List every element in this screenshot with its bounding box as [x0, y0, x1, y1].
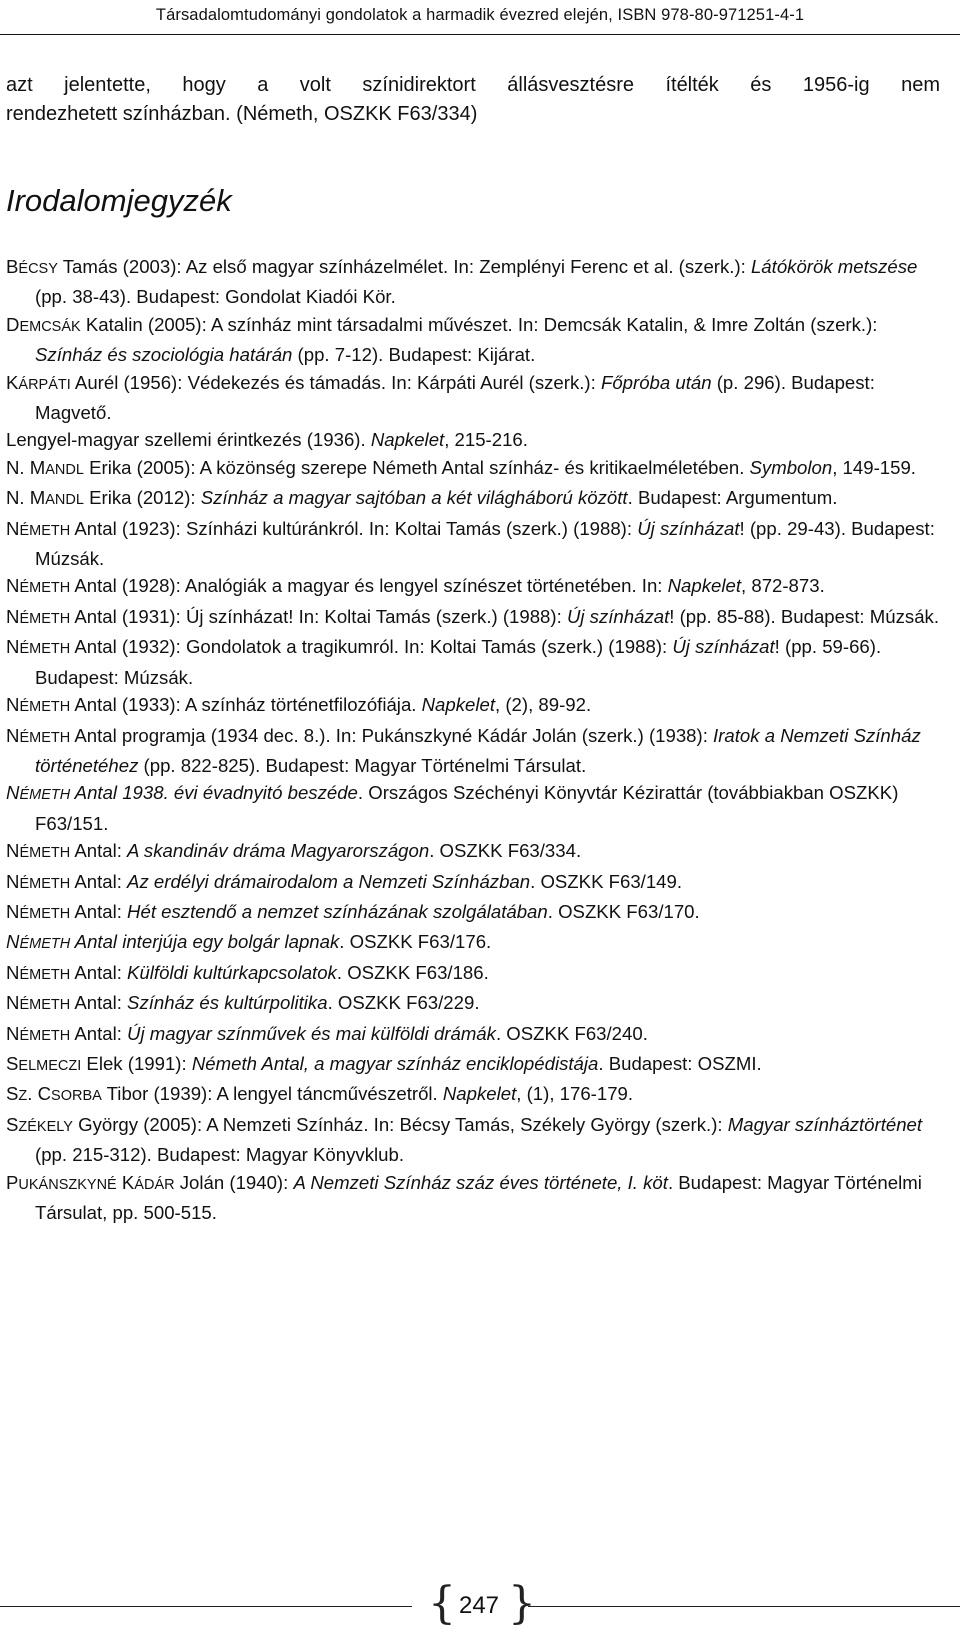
entry-text: B [6, 256, 19, 277]
entry-text: Antal: [70, 900, 128, 922]
entry-text: ! (pp. 59-66). Budapest: Múzsák. [35, 636, 882, 688]
bibliography-entry [6, 989, 940, 1019]
entry-text: N [6, 840, 20, 862]
entry-title: Napkelet [370, 429, 445, 451]
intro-line: rendezhetett színházban. (Németh, OSZKK F63/334) [6, 103, 478, 125]
entry-text: (pp. 7-12). Budapest: Kijárat. [292, 344, 536, 366]
entry-title: Napkelet [421, 694, 496, 716]
bibliography-entry [6, 898, 940, 928]
entry-title: Színház a magyar sajtóban a két világháború között [200, 487, 628, 509]
author-surname: ÉMETH [19, 845, 71, 862]
author-surname: ZÉKELY [18, 1118, 73, 1135]
entry-text: ! (pp. 29-43). Budapest: Múzsák. [35, 517, 935, 570]
entry-title: Színház és kultúrpolitika [127, 992, 328, 1014]
footer-rule-right [528, 1606, 960, 1607]
entry-text: N [6, 782, 20, 804]
entry-text: N [6, 636, 20, 658]
entry-title: Symbolon [749, 456, 833, 478]
entry-text: Erika (2012): [83, 487, 201, 509]
entry-text: C [37, 1083, 52, 1105]
entry-text: . OSZKK F63/170. [547, 900, 700, 922]
bibliography-entry [6, 959, 940, 989]
entry-text: . OSZKK F63/334. [429, 840, 582, 862]
entry-text: , (1), 176-179. [516, 1083, 634, 1105]
entry-title: Napkelet [667, 575, 742, 597]
entry-text: Antal (1932): Gondolatok a tragikumról. In: Koltai Tamás (szerk.) (1988): [70, 636, 673, 658]
bibliography-entry [6, 779, 940, 837]
author-surname: ÉMETH [19, 610, 71, 627]
entry-text: Antal: [70, 992, 128, 1014]
bibliography-list [6, 253, 940, 1226]
entry-text: . OSZKK F63/240. [495, 1022, 648, 1044]
entry-text: Lengyel-magyar szellemi érintkezés (1936). [6, 429, 371, 451]
author-surname: ÉMETH [19, 875, 71, 892]
author-surname: ÉMETH [19, 905, 71, 922]
entry-title: Színház és szociológia határán [35, 344, 293, 366]
left-brace-icon: { [428, 1578, 456, 1629]
entry-text: P [6, 1171, 19, 1193]
entry-text: N [6, 931, 20, 953]
entry-text: . OSZKK F63/229. [327, 992, 480, 1014]
entry-text: Jolán (1940): [174, 1171, 294, 1193]
entry-text: D [6, 313, 20, 335]
entry-text: , 872-873. [741, 575, 825, 597]
footer-rule-left [0, 1606, 412, 1607]
bibliography-entry [6, 722, 940, 780]
running-header: Társadalomtudományi gondolatok a harmadik évezred elején, ISBN 978-80-971251-4-1 [155, 6, 805, 24]
author-surname: ÉMETH [19, 1027, 71, 1044]
entry-text: S [6, 1113, 19, 1135]
entry-text: N [6, 517, 20, 539]
entry-title: Új színházat [637, 517, 740, 539]
entry-text: (pp. 215-312). Budapest: Magyar Könyvklub. [35, 1144, 404, 1166]
entry-title: Új színházat [566, 605, 670, 627]
author-surname: ÉMETH [19, 641, 71, 658]
entry-title: Iratok a Nemzeti Színház történetéhez [35, 724, 921, 776]
entry-text: , 215-216. [444, 429, 528, 451]
header-divider [0, 34, 960, 35]
entry-text: N. M [6, 456, 46, 478]
author-surname: ÉMETH [19, 936, 71, 953]
entry-title: Új színházat [672, 636, 775, 658]
entry-text: Elek (1991): [81, 1052, 192, 1074]
author-surname: ANDL [45, 492, 84, 509]
entry-text: . OSZKK F63/176. [339, 931, 492, 953]
bibliography-entry [6, 1050, 940, 1080]
bibliography-entry [6, 868, 940, 898]
bibliography-entry [6, 311, 940, 369]
entry-text: N [6, 900, 20, 922]
entry-title: Külföldi kultúrkapcsolatok [127, 961, 337, 983]
bibliography-entry [6, 572, 940, 602]
entry-text: (pp. 822-825). Budapest: Magyar Történelmi Társulat. [138, 754, 587, 776]
entry-text: Antal (1923): Színházi kultúránkról. In: Koltai Tamás (szerk.) (1988): [70, 517, 638, 539]
bibliography-entry [6, 426, 940, 453]
right-brace-icon: } [508, 1578, 536, 1629]
bibliography-entry [6, 1111, 940, 1169]
entry-text: . Országos Széchényi Könyvtár Kézirattár (továbbiakban OSZKK) F63/151. [35, 782, 899, 834]
author-surname: ÉMETH [19, 997, 71, 1014]
author-surname: ÁRPÁTI [18, 376, 71, 393]
section-title: Irodalomjegyzék [6, 183, 232, 218]
entry-title: Antal interjúja egy bolgár lapnak [70, 931, 340, 953]
entry-text: . OSZKK F63/186. [336, 961, 489, 983]
author-surname: ÉMETH [19, 522, 71, 539]
author-surname: ELMECZI [18, 1057, 82, 1074]
bibliography-entry [6, 1020, 940, 1050]
entry-text: Erika (2005): A közönség szerepe Németh Antal színház- és kritikaelméletében. [83, 456, 750, 478]
entry-text: Katalin (2005): A színház mint társadalmi művészet. In: Demcsák Katalin, & Imre Zoltán (szerk.): [80, 313, 878, 335]
bibliography-entry [6, 837, 940, 867]
entry-text: Tibor (1939): A lengyel táncművészetről. [101, 1083, 443, 1105]
author-surname: ÉMETH [19, 787, 71, 804]
bibliography-entry [6, 253, 940, 311]
entry-text: . OSZKK F63/149. [530, 870, 683, 892]
bibliography-entry [6, 369, 940, 427]
entry-text: S [6, 1083, 19, 1105]
intro-line: azt jelentette, hogy a volt színidirektort állásvesztésre ítélték és 1956-ig nem [6, 74, 940, 96]
entry-text: N [6, 575, 20, 597]
page-number: 247 [458, 1592, 500, 1619]
entry-text: K [121, 1171, 135, 1193]
entry-text: N [6, 605, 20, 627]
entry-text: N [6, 1022, 20, 1044]
bibliography-entry [6, 603, 940, 633]
entry-text: Antal (1928): Analógiák a magyar és lengyel színészet történetében. In: [70, 575, 668, 597]
entry-text: . Budapest: Argumentum. [627, 487, 838, 509]
entry-text: Antal programja (1934 dec. 8.). In: Pukánszkyné Kádár Jolán (szerk.) (1938): [70, 724, 714, 746]
entry-title: A Nemzeti Színház száz éves története, I. köt [293, 1171, 668, 1193]
page-footer [0, 1578, 960, 1629]
author-surname: Z [18, 1088, 28, 1105]
entry-text: S [6, 1052, 19, 1074]
bibliography-entry [6, 928, 940, 958]
entry-text: Antal: [70, 840, 128, 862]
bibliography-entry [6, 1080, 940, 1110]
entry-title: Az erdélyi drámairodalom a Nemzeti Színházban [127, 870, 531, 892]
bibliography-entry [6, 454, 940, 484]
bibliography-entry [6, 515, 940, 573]
entry-title: Antal 1938. évi évadnyitó beszéde [70, 782, 358, 804]
entry-text: . [27, 1083, 38, 1105]
entry-text: . Budapest: OSZMI. [598, 1052, 762, 1074]
entry-text: ! (pp. 85-88). Budapest: Múzsák. [669, 605, 939, 627]
bibliography-entry [6, 691, 940, 721]
bibliography-entry [6, 1169, 940, 1227]
entry-title: Hét esztendő a nemzet színházának szolgálatában [127, 900, 548, 922]
entry-title: Új magyar színművek és mai külföldi drámák [127, 1022, 496, 1044]
author-surname: ÉMETH [19, 580, 71, 597]
entry-text: N [6, 694, 20, 716]
entry-text: Aurél (1956): Védekezés és támadás. In: Kárpáti Aurél (szerk.): [70, 371, 601, 393]
entry-text: Antal (1933): A színház történetfilozófiája. [70, 694, 422, 716]
author-surname: ÉCSY [18, 261, 58, 277]
entry-text: (pp. 38-43). Budapest: Gondolat Kiadói Kör. [35, 286, 396, 308]
entry-text: N [6, 724, 20, 746]
author-surname: ÉMETH [19, 966, 71, 983]
author-surname: UKÁNSZKYNÉ [18, 1176, 117, 1193]
entry-text: , 149-159. [832, 456, 916, 478]
author-surname: ÉMETH [19, 729, 71, 746]
entry-text: K [6, 371, 19, 393]
entry-title: Magyar színháztörténet [727, 1113, 923, 1135]
entry-text: Antal: [70, 961, 128, 983]
entry-text: N [6, 992, 20, 1014]
author-surname: EMCSÁK [19, 318, 81, 335]
entry-title: A skandináv dráma Magyarországon [127, 840, 430, 862]
author-surname: ÁDÁR [134, 1176, 175, 1193]
entry-text: N. M [6, 487, 46, 509]
author-surname: ANDL [45, 461, 84, 478]
entry-text: Antal (1931): Új színházat! In: Koltai Tamás (szerk.) (1988): [70, 605, 567, 627]
entry-text: Antal: [70, 1022, 128, 1044]
bibliography-entry [6, 484, 940, 514]
entry-title: Főpróba után [600, 371, 712, 393]
entry-text: Antal: [70, 870, 128, 892]
intro-paragraph [6, 71, 940, 129]
entry-text: . Budapest: Magyar Történelmi Társulat, pp. 500-515. [35, 1171, 922, 1223]
entry-title: Németh Antal, a magyar színház enciklopédistája [191, 1052, 599, 1074]
entry-title: Napkelet [442, 1083, 517, 1105]
entry-title: Látókörök metszése [750, 256, 918, 277]
bibliography-entry [6, 633, 940, 691]
entry-text: György (2005): A Nemzeti Színház. In: Bécsy Tamás, Székely György (szerk.): [72, 1113, 728, 1135]
entry-text: N [6, 961, 20, 983]
entry-text: , (2), 89-92. [495, 694, 592, 716]
entry-text: N [6, 870, 20, 892]
entry-text: (p. 296). Budapest: Magvető. [35, 371, 875, 424]
author-surname: SORBA [51, 1088, 102, 1105]
entry-text: Tamás (2003): Az első magyar színházelmélet. In: Zemplényi Ferenc et al. (szerk.): [57, 256, 751, 277]
author-surname: ÉMETH [19, 699, 71, 716]
